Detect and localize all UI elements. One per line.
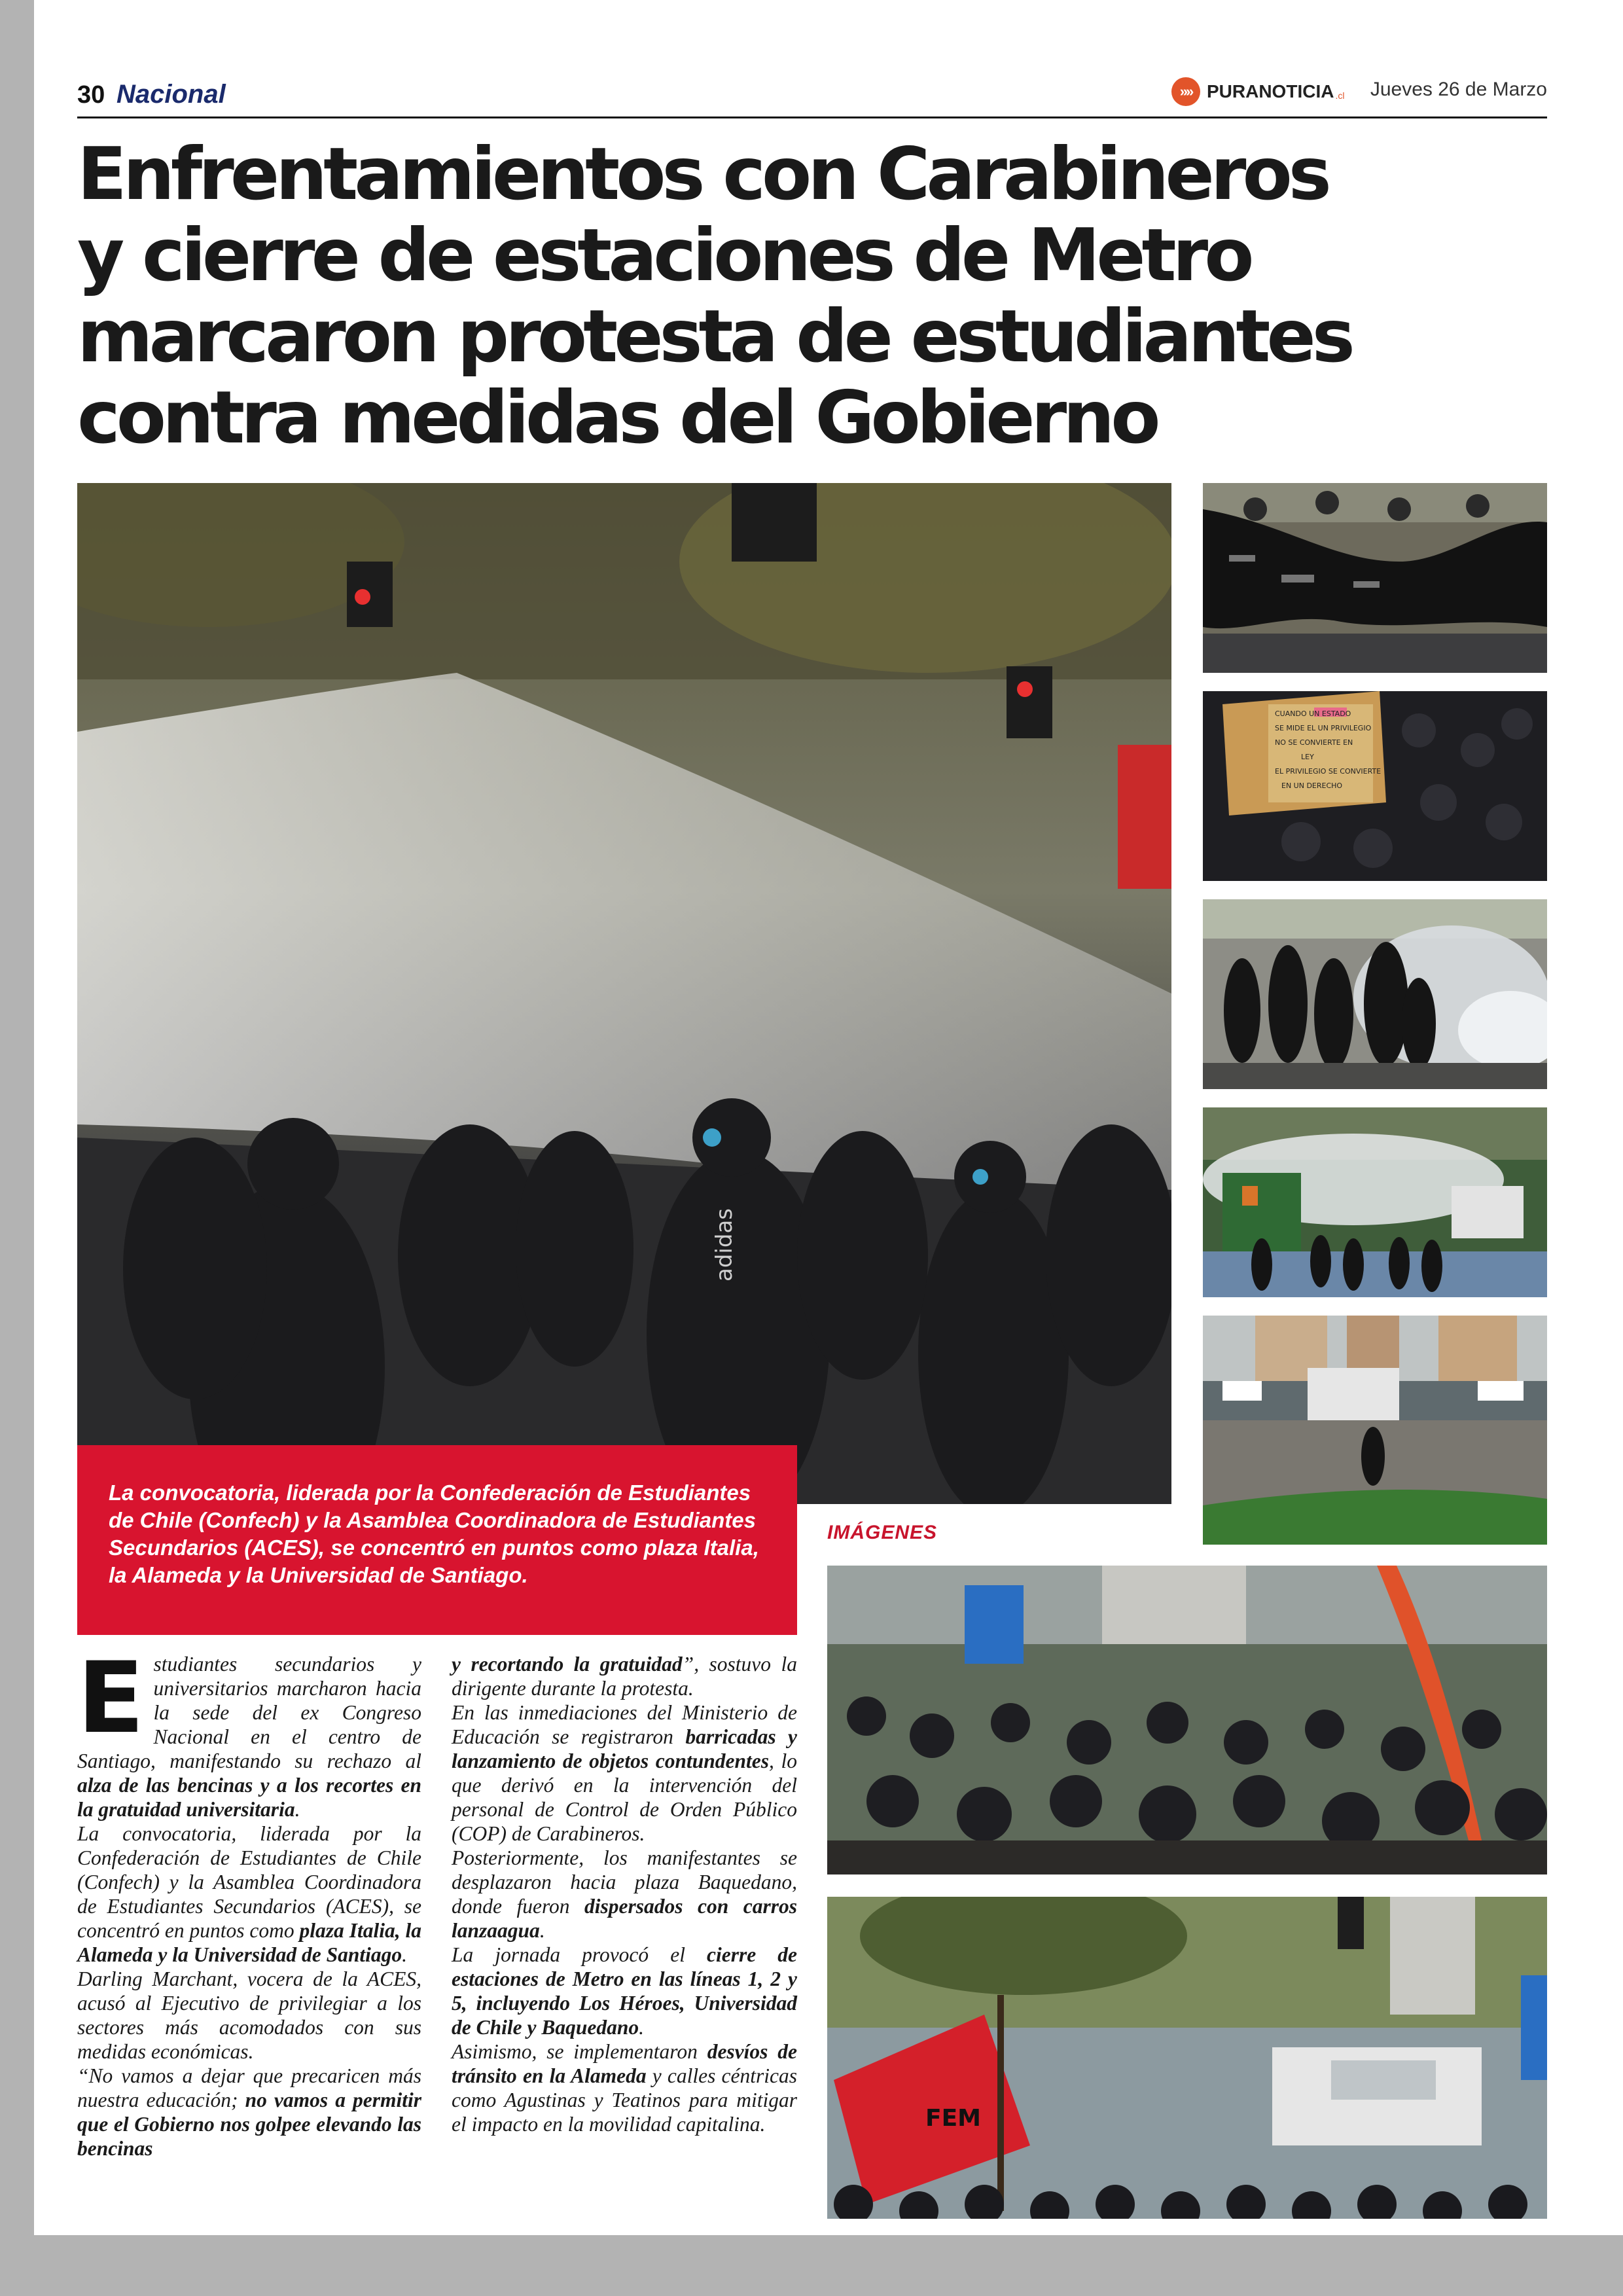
article-column-2	[452, 1652, 797, 2136]
photo-caption-text: La convocatoria, liderada por la Confederación de Estudiantes de Chile (Confech) y la Asamblea Coordinadora de Estudiantes Secundarios (ACES), se concentró en puntos como plaza Italia, la Alameda y la Universidad de Santiago.	[109, 1480, 759, 1587]
sign-line-2: SE MIDE EL UN PRIVILEGIO	[1275, 724, 1372, 732]
shirt-logo: adidas	[711, 1208, 738, 1282]
headline-line-1: Enfrentamientos con Carabineros	[77, 132, 1328, 217]
paragraph: y recortando la gratuidad”, sostuvo la dirigente durante la protesta.	[452, 1653, 797, 1700]
photo-flag-water-cannon	[827, 1897, 1547, 2219]
paragraph: En las inmediaciones del Ministerio de Educación se registraron barricadas y lanzamiento de objetos contundentes, lo que derivó en la intervención del personal de Control de Orden Público (COP) de Carabineros.	[452, 1701, 797, 1845]
issue-date: Jueves 26 de Marzo	[1370, 79, 1547, 100]
paragraph: Estudiantes secundarios y universitarios marcharon hacia la sede del ex Congreso Nacional en el centro de Santiago, manifestando su rechazo al alza de las bencinas y a los recortes en la gratuidad universitaria.	[77, 1641, 421, 1821]
sign-line-3: NO SE CONVIERTE EN	[1275, 738, 1353, 747]
thumbnail-photo-protest-sign	[1203, 691, 1547, 881]
page-header	[77, 72, 1547, 118]
gallery-label: IMÁGENES	[827, 1522, 938, 1543]
headline-line-3: marcaron protesta de estudiantes	[77, 295, 1351, 379]
thumbnail-photo-water-cannon	[1203, 1107, 1547, 1297]
section-title: Nacional	[116, 80, 226, 109]
sign-line-1: CUANDO UN ESTADO	[1275, 709, 1351, 718]
thumbnail-photo-banner	[1203, 483, 1547, 673]
sign-line-6: EN UN DERECHO	[1281, 781, 1343, 790]
main-photo	[77, 483, 1171, 1504]
photo-crowd	[827, 1566, 1547, 1874]
paragraph: Asimismo, se implementaron desvíos de tránsito en la Alameda y calles céntricas como Agustinas y Teatinos para mitigar el impacto en la movilidad capitalina.	[452, 2040, 798, 2136]
page-number: 30	[77, 81, 105, 109]
headline-line-4: contra medidas del Gobierno	[77, 376, 1157, 460]
drop-cap: E	[77, 1641, 145, 1755]
headline-line-2: y cierre de estaciones de Metro	[77, 213, 1251, 298]
article-column-1	[77, 1641, 422, 2161]
thumbnail-photo-tear-gas	[1203, 899, 1547, 1089]
headline	[77, 134, 1484, 459]
paragraph: “No vamos a dejar que precaricen más nuestra educación; no vamos a permitir que el Gobierno nos golpee elevando las bencinas	[77, 2064, 422, 2160]
paragraph: Posteriormente, los manifestantes se desplazaron hacia plaza Baquedano, donde fueron dispersados con carros lanzaagua.	[452, 1846, 797, 1942]
paragraph: La convocatoria, liderada por la Confederación de Estudiantes de Chile (Confech) y la Asamblea Coordinadora de Estudiantes Secundarios (ACES), se concentró en puntos como plaza Italia, la Alameda y la Universidad de Santiago.	[77, 1822, 421, 1966]
paragraph: La jornada provocó el cierre de estaciones de Metro en las líneas 1, 2 y 5, incluyendo Los Héroes, Universidad de Chile y Baquedano.	[452, 1943, 797, 2039]
brand-icon: »»	[1171, 77, 1200, 106]
thumbnail-photo-street	[1203, 1316, 1547, 1545]
sign-line-4: LEY	[1301, 753, 1314, 761]
brand-name: PURANOTICIA	[1207, 81, 1334, 101]
brand-logo	[1171, 77, 1344, 106]
brand-tld: .cl	[1335, 90, 1345, 101]
sign-line-5: EL PRIVILEGIO SE CONVIERTE	[1275, 767, 1382, 776]
photo-caption	[77, 1445, 797, 1635]
paragraph: Darling Marchant, vocera de la ACES, acusó al Ejecutivo de privilegiar a los sectores más acomodados con sus medidas económicas.	[77, 1967, 421, 2063]
flag-text: FEM	[925, 2105, 982, 2132]
